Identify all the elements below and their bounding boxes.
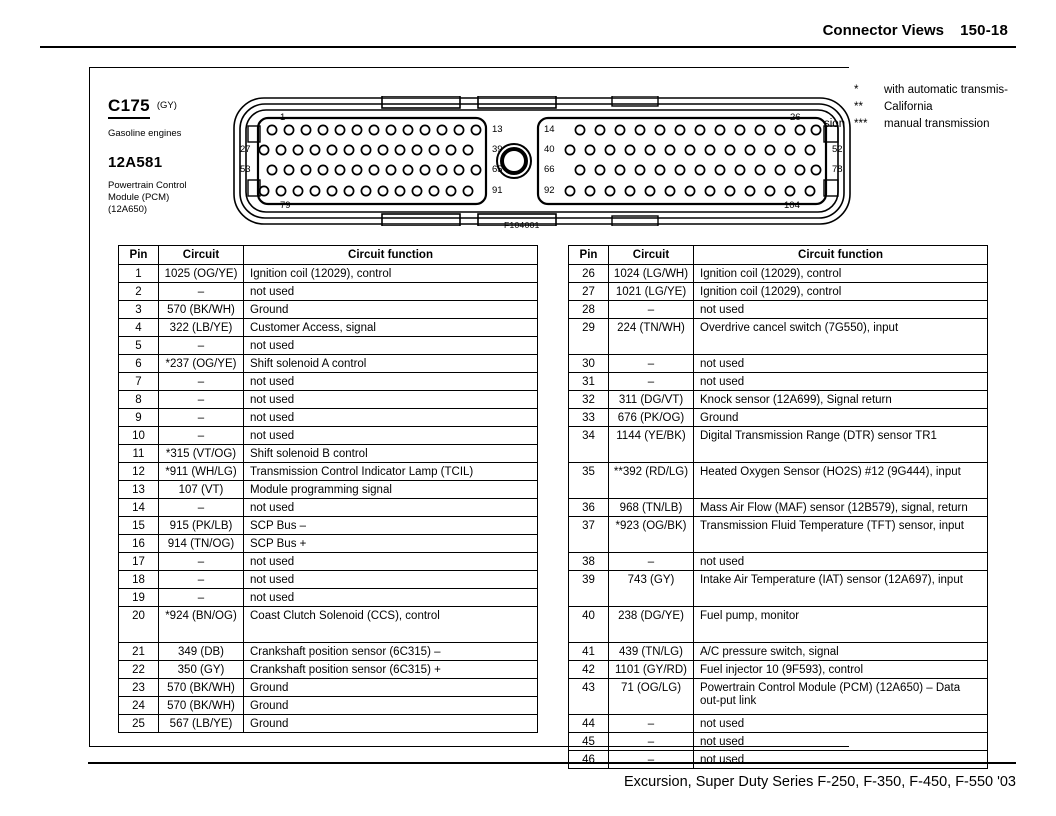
cell-circuit: 71 (OG/LG): [609, 679, 694, 715]
cell-pin: 43: [569, 679, 609, 715]
cell-function: Heated Oxygen Sensor (HO2S) #12 (9G444), input: [694, 463, 988, 499]
cell-function: Module programming signal: [244, 481, 538, 499]
table-row: [119, 319, 538, 337]
cell-pin: 3: [119, 301, 159, 319]
table-row: [569, 265, 988, 283]
cell-function: Knock sensor (12A699), Signal return: [694, 391, 988, 409]
cell-circuit: 350 (GY): [159, 661, 244, 679]
cell-function: not used: [244, 553, 538, 571]
cell-pin: 33: [569, 409, 609, 427]
pin-table-right-body: [569, 265, 988, 769]
cell-function: Fuel pump, monitor: [694, 607, 988, 643]
header-divider: [40, 46, 1016, 48]
table-row: [569, 283, 988, 301]
cell-circuit: 570 (BK/WH): [159, 679, 244, 697]
pin-table-left-body: [119, 265, 538, 733]
table-row: [119, 391, 538, 409]
table-row: [569, 571, 988, 607]
table-row: [119, 265, 538, 283]
table-row: [119, 355, 538, 373]
table-row: [119, 589, 538, 607]
cell-circuit: *911 (WH/LG): [159, 463, 244, 481]
table-row: [569, 391, 988, 409]
cell-pin: 12: [119, 463, 159, 481]
cell-circuit: *237 (OG/YE): [159, 355, 244, 373]
cell-function: not used: [244, 427, 538, 445]
cell-function: Intake Air Temperature (IAT) sensor (12A697), input: [694, 571, 988, 607]
pin-marker-inner-right-row4: 92: [544, 185, 555, 196]
table-row: [119, 571, 538, 589]
cell-pin: 34: [569, 427, 609, 463]
pin-marker-inner-right-row2: 40: [544, 144, 555, 155]
legend-marker: **: [854, 101, 863, 113]
table-header-row: [569, 246, 988, 265]
cell-circuit: 311 (DG/VT): [609, 391, 694, 409]
legend-text: manual transmission: [884, 118, 990, 130]
table-row: [119, 535, 538, 553]
pin-marker-inner-left-row3: 65: [492, 164, 503, 175]
connector-description-line-1: Powertrain Control: [108, 180, 187, 191]
cell-function: Ground: [244, 697, 538, 715]
cell-function: not used: [244, 283, 538, 301]
cell-circuit: 570 (BK/WH): [159, 697, 244, 715]
table-row: [569, 409, 988, 427]
cell-pin: 40: [569, 607, 609, 643]
cell-circuit: 238 (DG/YE): [609, 607, 694, 643]
cell-pin: 10: [119, 427, 159, 445]
cell-pin: 2: [119, 283, 159, 301]
table-row: [569, 715, 988, 733]
cell-function: Powertrain Control Module (PCM) (12A650) – Data out-put link: [694, 679, 988, 715]
cell-pin: 1: [119, 265, 159, 283]
table-row: [569, 373, 988, 391]
cell-pin: 30: [569, 355, 609, 373]
header-page-number: 150-18: [960, 22, 1008, 39]
cell-circuit: –: [609, 715, 694, 733]
cell-circuit: 349 (DB): [159, 643, 244, 661]
cell-circuit: –: [159, 571, 244, 589]
cell-function: SCP Bus –: [244, 517, 538, 535]
pin-marker-bottom-left: 79: [280, 200, 291, 211]
cell-function: Fuel injector 10 (9F593), control: [694, 661, 988, 679]
pin-marker-left-outer-lower: 53: [240, 164, 251, 175]
table-row: [119, 337, 538, 355]
table-row: [569, 319, 988, 355]
cell-circuit: –: [159, 373, 244, 391]
page-header: [0, 22, 1056, 52]
cell-pin: 44: [569, 715, 609, 733]
cell-circuit: –: [159, 283, 244, 301]
cell-circuit: 676 (PK/OG): [609, 409, 694, 427]
cell-circuit: –: [609, 355, 694, 373]
table-row: [119, 427, 538, 445]
cell-function: not used: [694, 301, 988, 319]
cell-pin: 26: [569, 265, 609, 283]
cell-function: Ground: [244, 679, 538, 697]
cell-function: Overdrive cancel switch (7G550), input: [694, 319, 988, 355]
cell-pin: 41: [569, 643, 609, 661]
table-row: [119, 607, 538, 643]
column-header-circuit: Circuit: [159, 246, 244, 265]
table-row: [119, 643, 538, 661]
pin-marker-inner-right-row1: 14: [544, 124, 555, 135]
cell-pin: 14: [119, 499, 159, 517]
cell-pin: 18: [119, 571, 159, 589]
cell-circuit: 1101 (GY/RD): [609, 661, 694, 679]
cell-function: not used: [244, 373, 538, 391]
cell-pin: 27: [569, 283, 609, 301]
cell-pin: 11: [119, 445, 159, 463]
cell-circuit: –: [159, 553, 244, 571]
cell-function: Crankshaft position sensor (6C315) –: [244, 643, 538, 661]
legend-text: California: [884, 101, 933, 113]
cell-function: Customer Access, signal: [244, 319, 538, 337]
table-row: [119, 517, 538, 535]
cell-pin: 28: [569, 301, 609, 319]
cell-pin: 38: [569, 553, 609, 571]
table-row: [569, 301, 988, 319]
cell-function: Ground: [694, 409, 988, 427]
table-header-row: [119, 246, 538, 265]
pin-marker-inner-left-row4: 91: [492, 185, 503, 196]
pin-marker-inner-right-row3: 66: [544, 164, 555, 175]
cell-function: not used: [694, 751, 988, 769]
cell-function: not used: [244, 571, 538, 589]
cell-pin: 23: [119, 679, 159, 697]
table-row: [119, 679, 538, 697]
cell-pin: 29: [569, 319, 609, 355]
page-footer: [0, 762, 1056, 802]
cell-function: Shift solenoid B control: [244, 445, 538, 463]
cell-pin: 8: [119, 391, 159, 409]
connector-part-number: 12A581: [108, 154, 163, 171]
table-row: [569, 733, 988, 751]
cell-pin: 24: [119, 697, 159, 715]
connector-description-line-2: Module (PCM): [108, 192, 170, 203]
cell-pin: 22: [119, 661, 159, 679]
cell-pin: 46: [569, 751, 609, 769]
cell-circuit: *315 (VT/OG): [159, 445, 244, 463]
cell-circuit: –: [159, 427, 244, 445]
cell-function: Coast Clutch Solenoid (CCS), control: [244, 607, 538, 643]
cell-function: A/C pressure switch, signal: [694, 643, 988, 661]
cell-function: not used: [244, 391, 538, 409]
cell-function: Mass Air Flow (MAF) sensor (12B579), signal, return: [694, 499, 988, 517]
connector-code: C175: [108, 96, 150, 119]
table-row: [569, 679, 988, 715]
pin-marker-inner-left-row1: 13: [492, 124, 503, 135]
pin-marker-right-outer-lower: 78: [832, 164, 843, 175]
cell-pin: 35: [569, 463, 609, 499]
column-header-function: Circuit function: [244, 246, 538, 265]
legend-text: with automatic transmis-: [884, 84, 1008, 96]
table-row: [569, 355, 988, 373]
cell-function: not used: [694, 715, 988, 733]
cell-pin: 39: [569, 571, 609, 607]
connector-engine-note: Gasoline engines: [108, 128, 182, 139]
connector-outline-svg: [232, 96, 852, 226]
cell-pin: 13: [119, 481, 159, 499]
footer-vehicle-applicability: Excursion, Super Duty Series F-250, F-350, F-450, F-550 '03: [623, 774, 1016, 790]
cell-pin: 32: [569, 391, 609, 409]
pin-marker-bottom-right: 104: [784, 200, 800, 211]
cell-pin: 37: [569, 517, 609, 553]
cell-function: Ignition coil (12029), control: [694, 265, 988, 283]
cell-pin: 21: [119, 643, 159, 661]
cell-function: Shift solenoid A control: [244, 355, 538, 373]
cell-circuit: –: [609, 751, 694, 769]
cell-circuit: –: [159, 499, 244, 517]
cell-function: Ignition coil (12029), control: [694, 283, 988, 301]
pin-marker-top-right: 26: [790, 112, 801, 123]
cell-function: Crankshaft position sensor (6C315) +: [244, 661, 538, 679]
cell-circuit: *924 (BN/OG): [159, 607, 244, 643]
cell-function: SCP Bus +: [244, 535, 538, 553]
footnote-legend: [824, 84, 1038, 135]
cell-function: Ignition coil (12029), control: [244, 265, 538, 283]
pin-table-left: [118, 245, 538, 733]
cell-circuit: –: [159, 589, 244, 607]
cell-circuit: 915 (PK/LB): [159, 517, 244, 535]
table-row: [119, 481, 538, 499]
cell-pin: 25: [119, 715, 159, 733]
table-row: [569, 427, 988, 463]
cell-circuit: –: [609, 373, 694, 391]
cell-circuit: **392 (RD/LG): [609, 463, 694, 499]
cell-circuit: –: [609, 301, 694, 319]
cell-function: not used: [694, 373, 988, 391]
cell-function: Ground: [244, 301, 538, 319]
cell-function: not used: [244, 589, 538, 607]
connector-color-code: (GY): [156, 100, 177, 111]
cell-pin: 16: [119, 535, 159, 553]
cell-circuit: 107 (VT): [159, 481, 244, 499]
pin-marker-inner-left-row2: 39: [492, 144, 503, 155]
legend-item: [838, 118, 1038, 135]
table-row: [569, 517, 988, 553]
cell-circuit: 1025 (OG/YE): [159, 265, 244, 283]
cell-circuit: 224 (TN/WH): [609, 319, 694, 355]
cell-pin: 20: [119, 607, 159, 643]
cell-circuit: 439 (TN/LG): [609, 643, 694, 661]
table-row: [569, 553, 988, 571]
cell-function: Digital Transmission Range (DTR) sensor TR1: [694, 427, 988, 463]
table-row: [119, 697, 538, 715]
cell-function: Ground: [244, 715, 538, 733]
cell-circuit: 1024 (LG/WH): [609, 265, 694, 283]
figure-reference-number: F104001: [504, 220, 540, 230]
table-row: [569, 463, 988, 499]
cell-circuit: 1144 (YE/BK): [609, 427, 694, 463]
legend-marker: *: [854, 84, 859, 96]
pin-marker-top-left: 1: [280, 112, 286, 123]
cell-circuit: 1021 (LG/YE): [609, 283, 694, 301]
cell-pin: 7: [119, 373, 159, 391]
pin-marker-right-outer-upper: 52: [832, 144, 843, 155]
cell-circuit: –: [159, 337, 244, 355]
cell-circuit: –: [609, 553, 694, 571]
cell-circuit: –: [609, 733, 694, 751]
cell-function: not used: [244, 337, 538, 355]
cell-function: not used: [694, 553, 988, 571]
connector-label-block: [108, 96, 228, 216]
cell-circuit: 914 (TN/OG): [159, 535, 244, 553]
cell-circuit: 968 (TN/LB): [609, 499, 694, 517]
cell-circuit: –: [159, 409, 244, 427]
table-row: [119, 283, 538, 301]
pin-marker-left-outer-upper: 27: [240, 144, 251, 155]
cell-circuit: 567 (LB/YE): [159, 715, 244, 733]
header-section-title: Connector Views: [822, 22, 944, 39]
cell-pin: 15: [119, 517, 159, 535]
column-header-function: Circuit function: [694, 246, 988, 265]
table-row: [569, 661, 988, 679]
cell-pin: 31: [569, 373, 609, 391]
column-header-pin: Pin: [569, 246, 609, 265]
connector-description-line-3: (12A650): [108, 204, 148, 215]
cell-function: not used: [694, 355, 988, 373]
table-row: [119, 553, 538, 571]
table-row: [569, 643, 988, 661]
cell-function: Transmission Fluid Temperature (TFT) sensor, input: [694, 517, 988, 553]
table-row: [119, 661, 538, 679]
footer-divider: [88, 762, 1016, 764]
cell-function: not used: [244, 499, 538, 517]
cell-circuit: –: [159, 391, 244, 409]
legend-marker: ***: [854, 118, 868, 130]
table-row: [569, 499, 988, 517]
cell-circuit: 322 (LB/YE): [159, 319, 244, 337]
table-row: [119, 499, 538, 517]
cell-pin: 4: [119, 319, 159, 337]
pin-table-right: [568, 245, 988, 769]
cell-pin: 5: [119, 337, 159, 355]
cell-pin: 45: [569, 733, 609, 751]
cell-function: not used: [244, 409, 538, 427]
cell-function: Transmission Control Indicator Lamp (TCIL): [244, 463, 538, 481]
legend-continuation: sion: [824, 118, 846, 130]
cell-circuit: *923 (OG/BK): [609, 517, 694, 553]
cell-function: not used: [694, 733, 988, 751]
column-header-circuit: Circuit: [609, 246, 694, 265]
cell-pin: 36: [569, 499, 609, 517]
table-row: [119, 409, 538, 427]
table-row: [119, 463, 538, 481]
cell-circuit: 570 (BK/WH): [159, 301, 244, 319]
legend-item: [838, 84, 1038, 101]
cell-pin: 19: [119, 589, 159, 607]
cell-pin: 17: [119, 553, 159, 571]
cell-pin: 42: [569, 661, 609, 679]
cell-pin: 6: [119, 355, 159, 373]
table-row: [119, 301, 538, 319]
connector-diagram: [232, 96, 852, 231]
table-row: [119, 373, 538, 391]
table-row: [119, 445, 538, 463]
table-row: [569, 607, 988, 643]
table-row: [119, 715, 538, 733]
column-header-pin: Pin: [119, 246, 159, 265]
cell-pin: 9: [119, 409, 159, 427]
cell-circuit: 743 (GY): [609, 571, 694, 607]
